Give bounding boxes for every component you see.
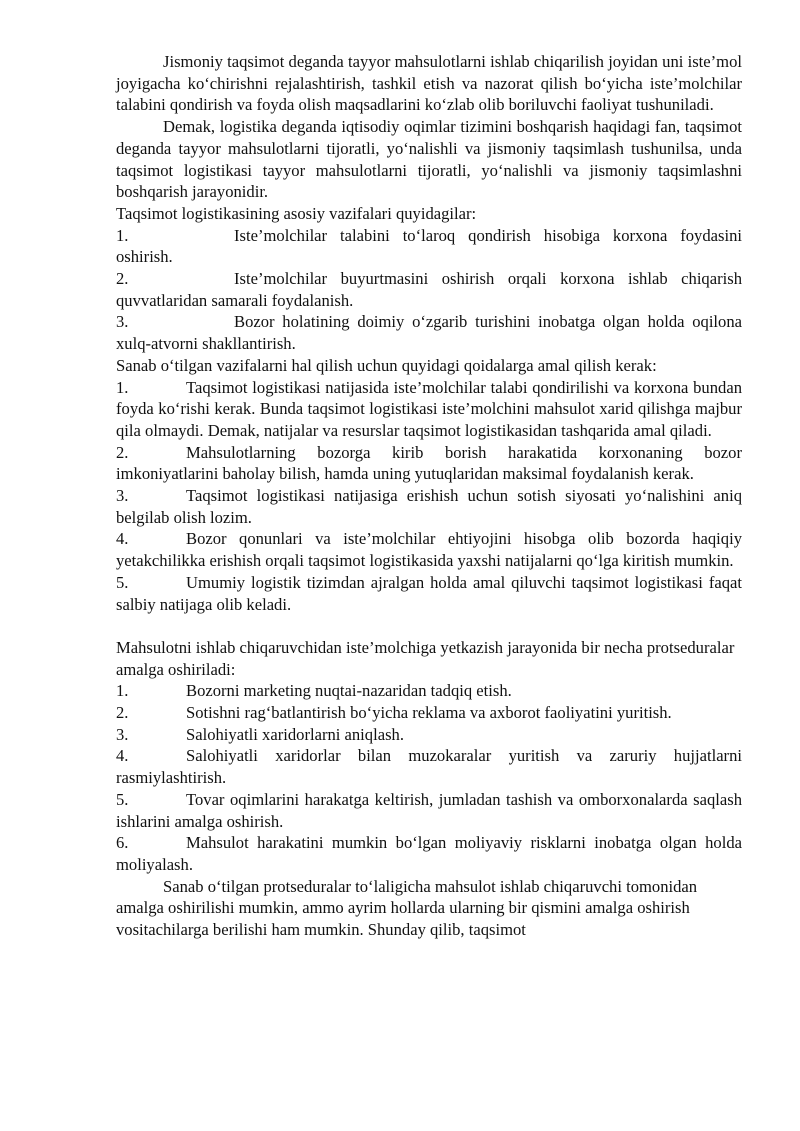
list-number: 4. [116,746,129,766]
list-item-rule-5 [116,572,742,615]
list-item-procedure-1 [116,680,742,702]
list-number: 6. [116,833,129,853]
list-text: Mahsulot harakatini mumkin bo‘lgan moliyaviy risklarni inobatga olgan holda moliyalash. [116,833,742,874]
list-number: 5. [116,789,129,809]
list-number: 5. [116,572,129,592]
list-item-rule-1 [116,377,742,442]
list-number: 2. [116,703,129,723]
list-text: Iste’molchilar buyurtmasini oshirish orqali korxona ishlab chiqarish quvvatlaridan samarali foydalanish. [116,269,742,310]
list-text: Bozor holatining doimiy o‘zgarib turishini inobatga olgan holda oqilona xulq-atvorni shakllantirish. [116,312,742,354]
heading-rules: Sanab o‘tilgan vazifalarni hal qilish uchun quyidagi qoidalarga amal qilish kerak: [116,355,657,375]
list-number: 4. [116,529,129,549]
list-number: 1. [116,225,129,245]
list-text: Taqsimot logistikasi natijasida iste’molchilar talabi qondirilishi va korxona bundan foyda ko‘rishi kerak. Bunda taqsimot logistikasi iste’molchini mahsulot xarid qilishga majbur qila olmaydi. Demak, natijalar va resurslar taqsimot logistikasidan tashqarida amal qiladi. [116,377,742,440]
list-item-procedure-3 [116,724,742,746]
list-text: Bozorni marketing nuqtai-nazaridan tadqiq etish. [186,681,512,701]
list-text: Bozor qonunlari va iste’molchilar ehtiyojini hisobga olib bozorda haqiqiy yetakchilikka erishish orqali taqsimot logistikasida yaxshi natijalarni qo‘lga kiritish mumkin. [116,529,742,571]
list-number: 3. [116,312,129,332]
list-text: Tovar oqimlarini harakatga keltirish, jumladan tashish va omborxonalarda saqlash ishlarini amalga oshirish. [116,789,742,831]
list-number: 1. [116,377,129,397]
heading-main-tasks: Taqsimot logistikasining asosiy vazifalari quyidagilar: [116,203,477,223]
list-text: Salohiyatli xaridorlar bilan muzokaralar yuritish va zaruriy hujjatlarni rasmiylashtirish. [116,746,742,788]
heading-procedures: Mahsulotni ishlab chiqaruvchidan iste’molchiga yetkazish jarayonida bir necha protseduralar amalga oshiriladi: [116,637,735,679]
list-number: 3. [116,486,129,506]
list-number: 1. [116,681,129,701]
paragraph-procedures-summary: Sanab o‘tilgan protseduralar to‘laligicha mahsulot ishlab chiqaruvchi tomonidan amalga oshirilishi mumkin, ammo ayrim hollarda ularning bir qismini amalga oshirish vositachilarga berilishi ham mumkin. Shunday qilib, taqsimot [116,876,698,940]
paragraph-physical-distribution: Jismoniy taqsimot deganda tayyor mahsulotlarni ishlab chiqarilish joyidan uni iste’mol joyigacha ko‘chirishni rejalashtirish, tashkil etish va nazorat qilish bo‘yicha iste’molchilar talabini qondirish va foyda olish maqsadlarini ko‘zlab olib boriluvchi faoliyat tushuniladi. [116,52,742,115]
list-text: Taqsimot logistikasi natijasiga erishish uchun sotish siyosati yo‘nalishini aniq belgilab olish lozim. [116,486,742,527]
list-item-task-1 [116,225,742,268]
list-number: 2. [116,269,129,289]
list-number: 2. [116,442,129,462]
list-text: Salohiyatli xaridorlarni aniqlash. [186,724,404,744]
list-item-task-3 [116,311,742,354]
list-item-rule-2 [116,442,742,485]
paragraph-logistics-definition: Demak, logistika deganda iqtisodiy oqimlar tizimini boshqarish haqidagi fan, taqsimot deganda tayyor mahsulotlarni tijoratli, yo‘nalishli va jismoniy taqsimlash tushunilsa, unda taqsimot logistikasi tayyor mahsulotlarni tijoratli, yo‘nalishli va jismoniy taqsimlashni boshqarish jarayonidir. [116,117,742,202]
list-text: Mahsulotlarning bozorga kirib borish harakatida korxonaning bozor imkoniyatlarini baholay bilish, hamda uning yutuqlaridan maksimal foydalanish kerak. [116,442,742,484]
list-item-procedure-6 [116,832,742,875]
blank-line [116,615,742,637]
list-item-task-2 [116,268,742,311]
list-item-rule-3 [116,485,742,528]
list-item-procedure-4 [116,745,742,788]
list-item-rule-4 [116,528,742,571]
list-text: Umumiy logistik tizimdan ajralgan holda amal qiluvchi taqsimot logistikasi faqat salbiy natijaga olib keladi. [116,572,742,614]
list-text: Sotishni rag‘batlantirish bo‘yicha reklama va axborot faoliyatini yuritish. [186,703,672,723]
list-item-procedure-5 [116,789,742,832]
list-item-procedure-2 [116,702,742,724]
list-text: Iste’molchilar talabini to‘laroq qondirish hisobiga korxona foydasini oshirish. [116,225,742,267]
list-number: 3. [116,724,129,744]
